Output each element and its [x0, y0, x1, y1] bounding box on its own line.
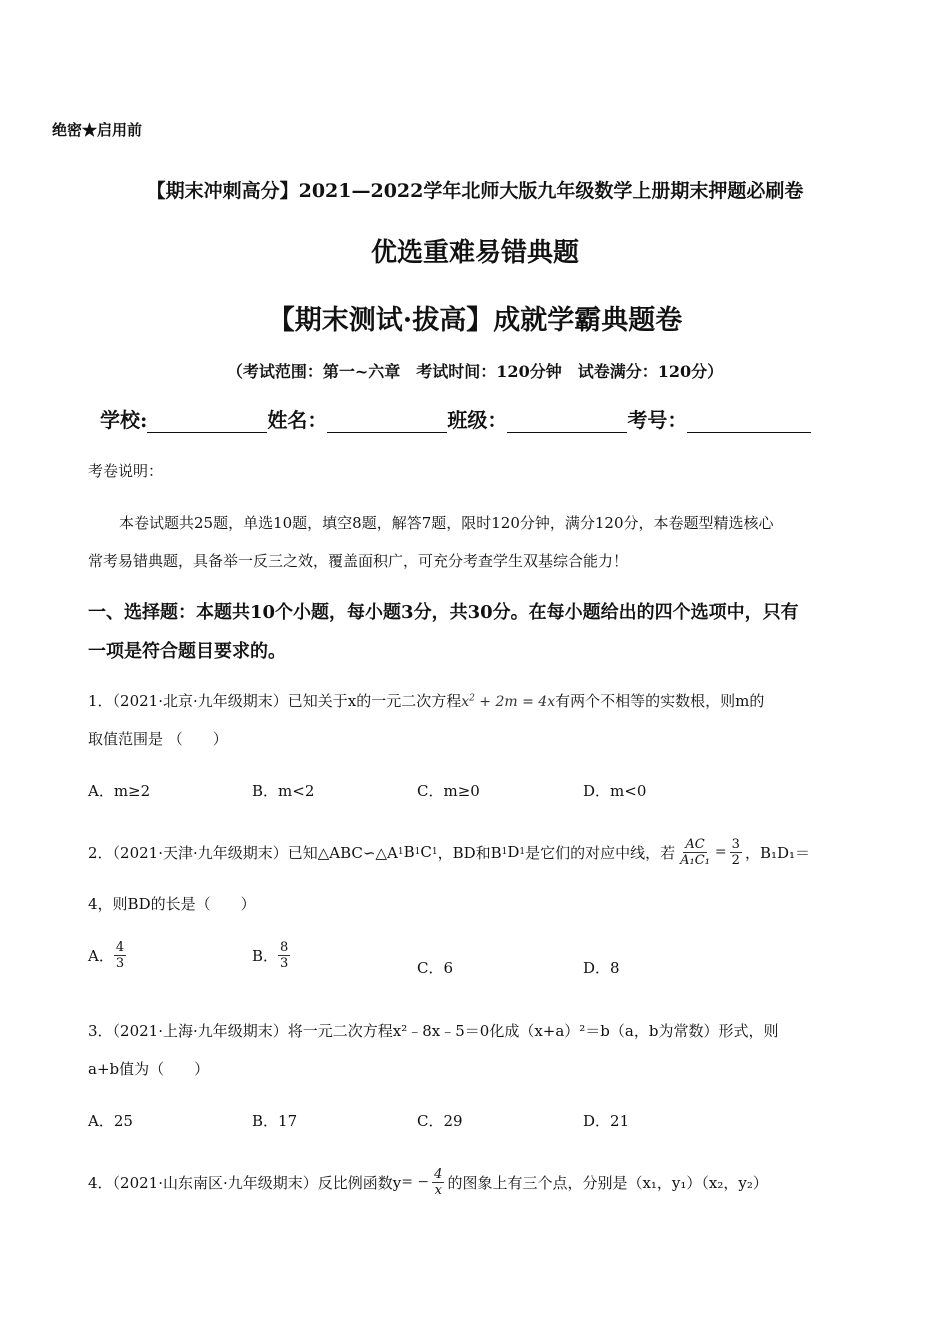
q1-prefix: 1．（2021·北京·九年级期末）已知关于x的一元二次方程 [88, 692, 462, 710]
q2-frac1-den: A₁C₁ [680, 852, 710, 868]
secret-label: 绝密★启用前 [52, 121, 143, 139]
q2-frac2-den: 2 [731, 852, 740, 868]
q1-eq-x: x [461, 694, 470, 710]
q2-mid-5: 是它们的对应中线，若 [525, 843, 676, 862]
number-label: 考号： [627, 408, 688, 432]
q2-option-c[interactable]: C．6 [417, 959, 454, 977]
q3-option-a[interactable]: A．25 [88, 1112, 133, 1130]
paper-heading: 【期末测试·拔高】成就学霸典题卷 [267, 305, 683, 336]
number-blank[interactable] [687, 410, 811, 433]
q4-equals-minus: = − [401, 1174, 430, 1190]
q4-prefix: 4．（2021·山东南区·九年级期末）反比例函数y [88, 1173, 402, 1192]
school-label: 学校: [100, 408, 148, 432]
question-1-line-1 [88, 690, 764, 711]
notes-line-1: 本卷试题共25题，单选10题，填空8题，解答7题，限时120分钟，满分120分，本卷题型精选核心 [119, 514, 774, 532]
q2-prefix: 2．（2021·天津·九年级期末）已知△ABC∽△A [88, 843, 398, 862]
class-blank[interactable] [507, 410, 627, 433]
q2-option-b-num: 8 [280, 940, 289, 955]
q2-mid-4: D [507, 843, 520, 861]
q2-frac1-num: AC [685, 836, 705, 852]
notes-line-2: 常考易错典题，具备举一反三之效，覆盖面积广，可充分考查学生双基综合能力！ [88, 552, 629, 570]
q2-option-a-num: 4 [115, 940, 125, 955]
q2-fraction-ratio [730, 837, 742, 868]
q2-fraction-ac [678, 837, 712, 868]
q2-sub-2: 1 [414, 847, 421, 857]
q4-frac-num: 4 [434, 1166, 443, 1182]
q1-equation [461, 694, 555, 710]
q1-option-d[interactable]: D．m<0 [583, 782, 647, 800]
q2-option-a[interactable] [88, 940, 126, 971]
paper-title: 【期末冲刺高分】2021—2022学年北师大版九年级数学上册期末押题必刷卷 [146, 180, 804, 202]
q2-option-a-den: 3 [115, 956, 125, 971]
q2-option-a-fraction [114, 940, 126, 971]
q2-equals: = [714, 844, 727, 860]
q1-option-c[interactable]: C．m≥0 [417, 782, 480, 800]
paper-subtitle: 优选重难易错典题 [370, 238, 579, 268]
q2-option-b-den: 3 [280, 956, 289, 971]
question-2-line-2: 4，则BD的长是（ ） [88, 895, 256, 913]
q1-option-b[interactable]: B．m<2 [252, 782, 315, 800]
q2-sub-1: 1 [397, 847, 404, 857]
question-1-line-2: 取值范围是 （ ） [88, 730, 228, 748]
q2-sub-4: 1 [501, 847, 508, 857]
q4-suffix: 的图象上有三个点，分别是（x₁，y₁）（x₂，y₂） [447, 1173, 768, 1192]
q2-mid-2: C [420, 843, 432, 861]
q2-option-b-label: B． [252, 947, 279, 965]
q2-option-b-fraction [278, 940, 290, 971]
q2-tail: ，B₁D₁＝ [744, 843, 811, 862]
question-2-line-1 [88, 832, 810, 872]
q2-option-d[interactable]: D．8 [583, 959, 620, 977]
section-heading-line-2: 一项是符合题目要求的。 [88, 641, 286, 662]
q2-option-a-label: A． [88, 947, 114, 965]
q3-option-c[interactable]: C．29 [417, 1112, 463, 1130]
q1-eq-rest: + 2m = 4x [474, 694, 556, 710]
section-heading-line-1: 一、选择题：本题共10个小题，每小题3分，共30分。在每小题给出的四个选项中，只有 [88, 602, 799, 623]
exam-scope: （考试范围：第一~六章 考试时间：120分钟 试卷满分：120分） [226, 362, 724, 381]
school-blank[interactable] [147, 410, 267, 433]
q1-option-a[interactable]: A．m≥2 [88, 782, 151, 800]
q2-mid-1: B [403, 843, 415, 861]
q3-option-d[interactable]: D．21 [583, 1112, 630, 1130]
question-4-line-1 [88, 1160, 768, 1204]
student-info-fields [100, 404, 811, 433]
q2-sub-3: 1 [431, 847, 438, 857]
question-3-line-1: 3．（2021·上海·九年级期末）将一元二次方程x²﹣8x﹣5＝0化成（x+a）²＝b（a，b为常数）形式，则 [88, 1022, 779, 1040]
q3-option-b[interactable]: B．17 [252, 1112, 298, 1130]
q1-eq-square: 2 [469, 693, 475, 704]
q2-mid-3: ，BD和B [437, 843, 502, 862]
q2-frac2-num: 3 [731, 836, 740, 852]
name-blank[interactable] [327, 410, 447, 433]
q1-suffix: 有两个不相等的实数根，则m的 [555, 692, 765, 710]
name-label: 姓名： [267, 408, 328, 432]
class-label: 班级： [447, 408, 508, 432]
notes-heading: 考卷说明： [88, 462, 164, 480]
q4-frac-den: x [434, 1182, 442, 1198]
q4-fraction [432, 1167, 444, 1198]
q2-option-b[interactable] [252, 940, 290, 971]
question-3-line-2: a+b值为（ ） [88, 1060, 210, 1078]
q2-sub-5: 1 [519, 847, 526, 857]
